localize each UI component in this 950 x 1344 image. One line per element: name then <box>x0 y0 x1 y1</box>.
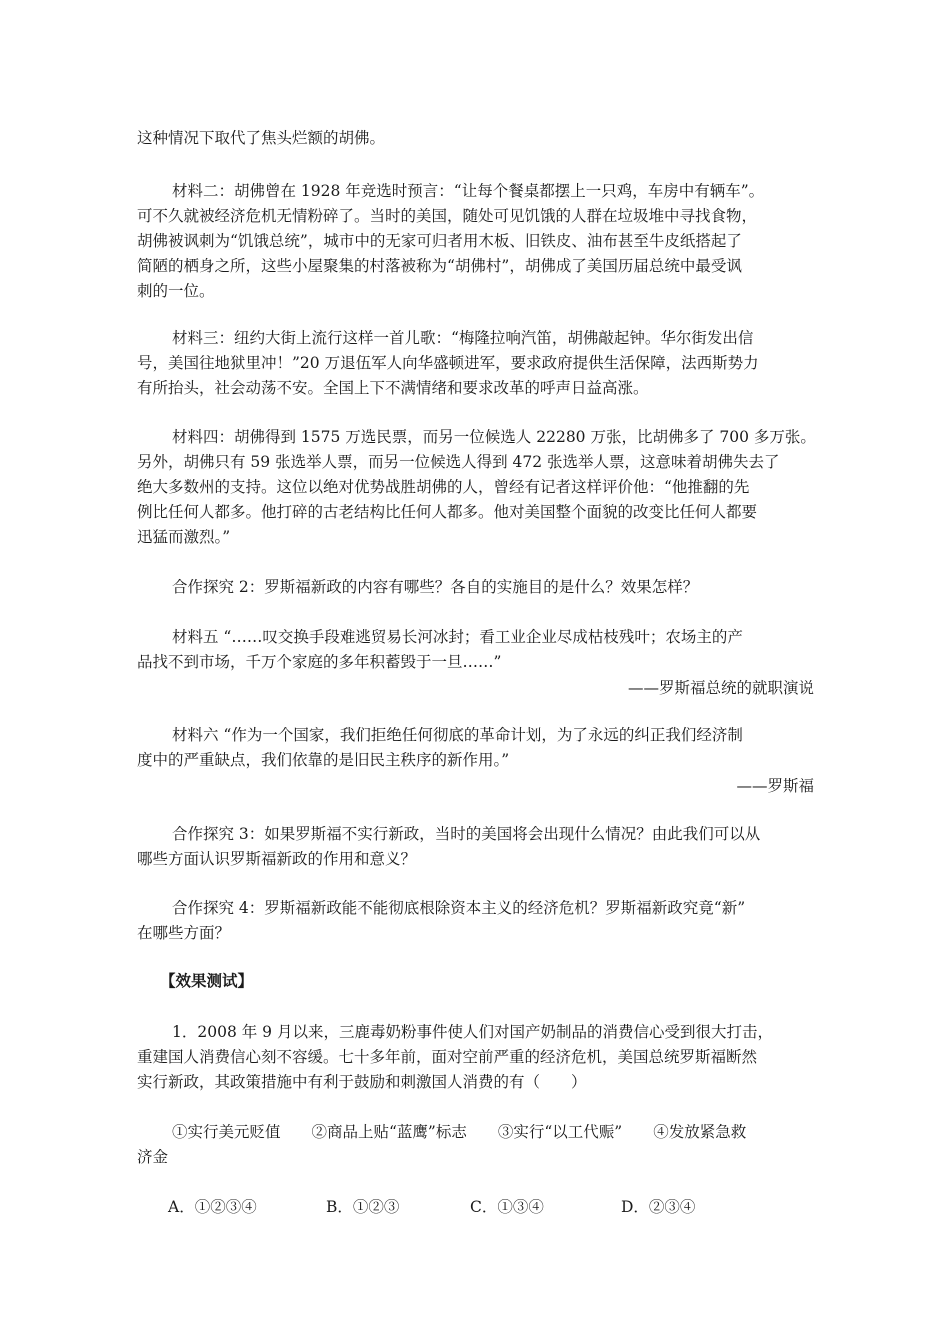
material-six-line: 度中的严重缺点，我们依靠的是旧民主秩序的新作用。” <box>137 751 510 769</box>
material-three-line: 有所抬头，社会动荡不安。全国上下不满情绪和要求改革的呼声日益高涨。 <box>137 379 649 397</box>
inquiry-four-line: 合作探究 4：罗斯福新政能不能彻底根除资本主义的经济危机？罗斯福新政究竟“新” <box>172 899 746 917</box>
choice-c[interactable]: C．①③④ <box>470 1198 544 1216</box>
material-four-line: 材料四：胡佛得到 1575 万选民票，而另一位候选人 22280 万张，比胡佛多了 700 多万张。 <box>172 428 816 446</box>
choice-d[interactable]: D．②③④ <box>621 1198 696 1216</box>
material-six-source: ——罗斯福 <box>736 777 814 795</box>
material-four-line: 另外，胡佛只有 59 张选举人票，而另一位候选人得到 472 张选举人票，这意味着胡佛失去了 <box>137 453 780 471</box>
statement-options-line: 济金 <box>137 1148 169 1166</box>
material-four-line: 迅猛而激烈。” <box>137 528 231 546</box>
test-question-line: 重建国人消费信心刻不容缓。七十多年前，面对空前严重的经济危机，美国总统罗斯福断然 <box>137 1048 758 1066</box>
material-four-line: 例比任何人都多。他打碎的古老结构比任何人都多。他对美国整个面貌的改变比任何人都要 <box>137 503 758 521</box>
material-three-line: 材料三：纽约大街上流行这样一首儿歌：“梅隆拉响汽笛，胡佛敲起钟。华尔街发出信 <box>172 329 754 347</box>
material-five-line: 品找不到市场，千万个家庭的多年积蓄毁于一旦……” <box>137 653 502 671</box>
material-five-source: ——罗斯福总统的就职演说 <box>627 679 814 697</box>
material-five-line: 材料五 “……叹交换手段难逃贸易长河冰封；看工业企业尽成枯枝残叶；农场主的产 <box>172 628 743 646</box>
statement-options-line: ①实行美元贬值 ②商品上贴“蓝鹰”标志 ③实行“以工代赈” ④发放紧急救 <box>172 1123 747 1141</box>
material-two-line: 材料二：胡佛曾在 1928 年竞选时预言：“让每个餐桌都摆上一只鸡，车房中有辆车”。 <box>172 182 765 200</box>
material-two-line: 胡佛被讽刺为“饥饿总统”，城市中的无家可归者用木板、旧铁皮、油布甚至牛皮纸搭起了 <box>137 232 742 250</box>
inquiry-three-line: 合作探究 3：如果罗斯福不实行新政，当时的美国将会出现什么情况？由此我们可以从 <box>172 825 761 843</box>
material-two-line: 可不久就被经济危机无情粉碎了。当时的美国，随处可见饥饿的人群在垃圾堆中寻找食物， <box>137 207 758 225</box>
inquiry-two: 合作探究 2：罗斯福新政的内容有哪些？各自的实施目的是什么？效果怎样？ <box>172 578 699 596</box>
paragraph-line: 这种情况下取代了焦头烂额的胡佛。 <box>137 129 386 147</box>
material-four-line: 绝大多数州的支持。这位以绝对优势战胜胡佛的人，曾经有记者这样评价他：“他推翻的先 <box>137 478 750 496</box>
test-question-line: 实行新政，其政策措施中有利于鼓励和刺激国人消费的有（ ） <box>137 1073 587 1091</box>
section-title: 【效果测试】 <box>160 971 254 990</box>
inquiry-three-line: 哪些方面认识罗斯福新政的作用和意义？ <box>137 850 417 868</box>
material-six-line: 材料六 “作为一个国家，我们拒绝任何彻底的革命计划，为了永远的纠正我们经济制 <box>172 726 743 744</box>
material-two-line: 刺的一位。 <box>137 282 215 300</box>
inquiry-four-line: 在哪些方面？ <box>137 924 231 942</box>
choice-b[interactable]: B．①②③ <box>326 1198 400 1216</box>
choice-a[interactable]: A．①②③④ <box>168 1198 257 1216</box>
material-two-line: 简陋的栖身之所，这些小屋聚集的村落被称为“胡佛村”，胡佛成了美国历届总统中最受讽 <box>137 257 742 275</box>
test-question-line: 1．2008 年 9 月以来，三鹿毒奶粉事件使人们对国产奶制品的消费信心受到很大打击， <box>172 1023 773 1041</box>
material-three-line: 号，美国往地狱里冲！”20 万退伍军人向华盛顿进军，要求政府提供生活保障，法西斯势力 <box>137 354 759 372</box>
